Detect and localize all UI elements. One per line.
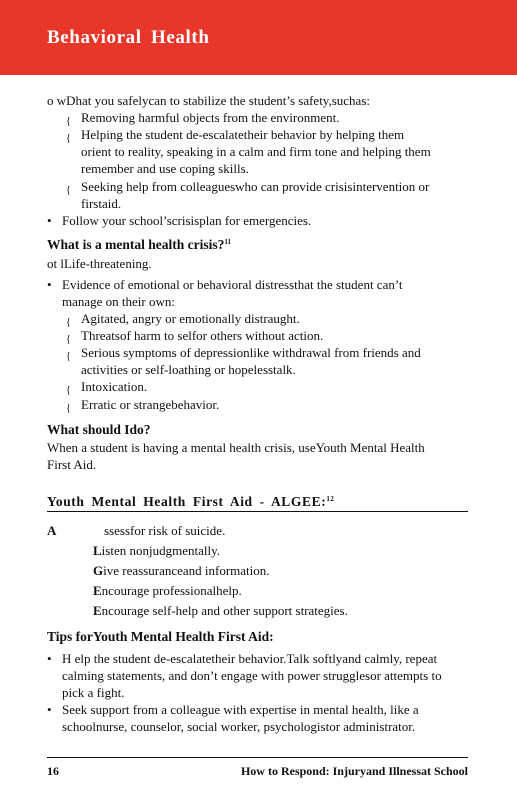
bullet-text: pick a fight.: [62, 685, 125, 700]
sub-bullet: {: [66, 317, 71, 328]
sub-item-line: Helping the student de-escalatetheir behavior by helping them: [81, 127, 405, 142]
algee-letter: A: [47, 523, 57, 538]
sub-item-line: Intoxication.: [81, 379, 148, 394]
algee-item: Encourage self-help and other support strategies.: [93, 603, 348, 618]
algee-item: Encourage professionalhelp.: [93, 583, 242, 598]
tips-heading: Tips forYouth Mental Health First Aid:: [47, 629, 274, 644]
bullet-text: H elp the student de-escalatetheir behavior.Talk softlyand calmly, repeat: [62, 651, 438, 666]
bullet-text: calming statements, and don’t engage with power strugglesor attempts to: [62, 668, 442, 683]
page-title: Behavioral Health: [47, 27, 210, 48]
algee-heading: Youth Mental Health First Aid - ALGEE:$^{12}$: [47, 494, 335, 509]
sub-item-line: Erratic or strangebehavior.: [81, 397, 220, 412]
sub-item-line: firstaid.: [81, 196, 122, 211]
sub-bullet: {: [66, 116, 71, 127]
what-do-text: First Aid.: [47, 457, 97, 472]
footer-divider: [47, 757, 468, 758]
bullet-marker: •: [47, 702, 52, 717]
bullet-text: manage on their own:: [62, 294, 175, 309]
sub-item-line: activities or self-loathing or hopelesstalk.: [81, 362, 296, 377]
sub-bullet: {: [66, 185, 71, 196]
bullet-marker: •: [47, 651, 52, 666]
algee-item: Give reassuranceand information.: [93, 563, 270, 578]
bullet-text: Follow your school’scrisisplan for emergencies.: [62, 213, 312, 228]
bullet-marker: •: [47, 277, 52, 292]
sub-bullet: {: [66, 403, 71, 414]
crisis-lead: ot lLife-threatening.: [47, 256, 152, 271]
sub-item-line: Agitated, angry or emotionally distraught.: [81, 311, 300, 326]
sub-bullet: {: [66, 351, 71, 362]
sub-bullet: {: [66, 385, 71, 396]
algee-item-text: ssessfor risk of suicide.: [104, 523, 226, 538]
bullet-text: Seek support from a colleague with expertise in mental health, like a: [62, 702, 419, 717]
what-do-heading: What should Ido?: [47, 422, 151, 437]
what-do-text: When a student is having a mental health crisis, useYouth Mental Health: [47, 440, 425, 455]
section1-lead: o wDhat you safelycan to stabilize the student’s safety,suchas:: [47, 93, 370, 108]
sub-bullet: {: [66, 334, 71, 345]
sub-item-line: remember and use coping skills.: [81, 161, 249, 176]
sub-item-line: Serious symptoms of depressionlike withdrawal from friends and: [81, 345, 421, 360]
sub-bullet: {: [66, 133, 71, 144]
bullet-marker: •: [47, 213, 52, 228]
divider: [47, 511, 468, 512]
algee-item: Listen nonjudgmentally.: [93, 543, 220, 558]
crisis-heading: What is a mental health crisis?$^{11}$: [47, 237, 231, 252]
bullet-text: schoolnurse, counselor, social worker, psychologistor administrator.: [62, 719, 416, 734]
sub-item-line: Removing harmful objects from the environment.: [81, 110, 340, 125]
sub-item-line: orient to reality, speaking in a calm and firm tone and helping them: [81, 144, 431, 159]
bullet-text: Evidence of emotional or behavioral distressthat the student can’t: [62, 277, 403, 292]
page-number: 16: [47, 764, 59, 778]
page-header: [0, 0, 517, 75]
sub-item-line: Threatsof harm to selfor others without action.: [81, 328, 324, 343]
sub-item-line: Seeking help from colleagueswho can provide crisisintervention or: [81, 179, 430, 194]
footer-doc-title: How to Respond: Injuryand Illnessat School: [240, 764, 468, 778]
